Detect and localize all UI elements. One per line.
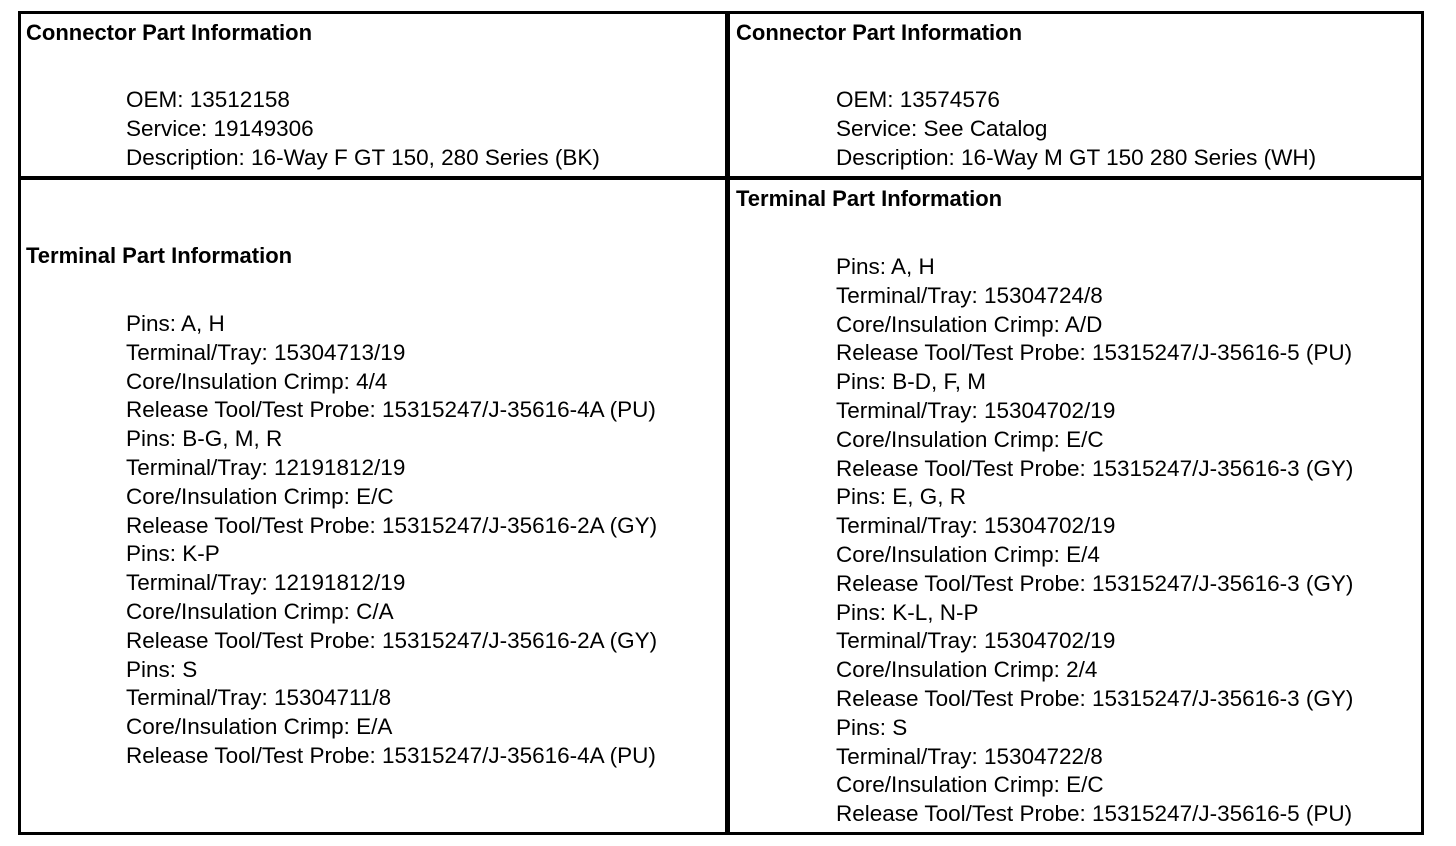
left-terminal-line: Core/Insulation Crimp: 4/4 <box>126 368 388 394</box>
right-terminal-line: Release Tool/Test Probe: 15315247/J-35616-3 (GY) <box>836 455 1354 481</box>
right-terminal-line: Terminal/Tray: 15304702/19 <box>836 628 1116 654</box>
right-terminal-line: Terminal/Tray: 15304722/8 <box>836 743 1103 769</box>
right-terminal-line: Core/Insulation Crimp: E/4 <box>836 541 1100 567</box>
left-terminal-details <box>126 310 657 771</box>
left-terminal-line: Release Tool/Test Probe: 15315247/J-35616-4A (PU) <box>126 397 656 423</box>
right-connector-oem: OEM: 13574576 <box>836 87 1000 112</box>
right-terminal-line: Pins: K-L, N-P <box>836 599 979 625</box>
left-connector-heading: Connector Part Information <box>26 20 313 45</box>
right-terminal-heading: Terminal Part Information <box>736 186 1003 211</box>
right-terminal-line: Release Tool/Test Probe: 15315247/J-35616-3 (GY) <box>836 570 1354 596</box>
right-connector-service: Service: See Catalog <box>836 115 1048 141</box>
right-terminal-line: Terminal/Tray: 15304702/19 <box>836 397 1116 423</box>
left-terminal-line: Core/Insulation Crimp: C/A <box>126 598 394 624</box>
left-terminal-line: Pins: B-G, M, R <box>126 426 283 452</box>
left-terminal-line: Pins: K-P <box>126 541 220 567</box>
right-terminal-line: Core/Insulation Crimp: 2/4 <box>836 657 1098 683</box>
right-terminal-line: Release Tool/Test Probe: 15315247/J-35616-3 (GY) <box>836 685 1354 711</box>
right-connector-details <box>836 86 1316 172</box>
left-terminal-line: Core/Insulation Crimp: E/A <box>126 714 393 740</box>
left-terminal-line: Core/Insulation Crimp: E/C <box>126 483 394 509</box>
left-terminal-line: Terminal/Tray: 12191812/19 <box>126 570 406 596</box>
left-terminal-line: Pins: S <box>126 656 198 682</box>
left-connector-oem: OEM: 13512158 <box>126 87 290 112</box>
left-terminal-line: Release Tool/Test Probe: 15315247/J-35616-2A (GY) <box>126 627 658 653</box>
left-terminal-line: Release Tool/Test Probe: 15315247/J-35616-4A (PU) <box>126 742 656 768</box>
left-terminal-line: Release Tool/Test Probe: 15315247/J-35616-2A (GY) <box>126 512 658 538</box>
left-terminal-line: Terminal/Tray: 12191812/19 <box>126 454 406 480</box>
column-divider <box>725 11 730 835</box>
right-terminal-line: Core/Insulation Crimp: E/C <box>836 426 1104 452</box>
left-terminal-heading: Terminal Part Information <box>26 243 293 268</box>
right-terminal-line: Terminal/Tray: 15304724/8 <box>836 282 1103 308</box>
left-terminal-line: Terminal/Tray: 15304713/19 <box>126 339 406 365</box>
left-terminal-line: Terminal/Tray: 15304711/8 <box>126 685 392 711</box>
right-terminal-line: Pins: E, G, R <box>836 484 967 510</box>
right-terminal-line: Release Tool/Test Probe: 15315247/J-35616-5 (PU) <box>836 340 1353 366</box>
right-terminal-line: Pins: S <box>836 714 908 740</box>
right-connector-description: Description: 16-Way M GT 150 280 Series (WH) <box>836 144 1317 170</box>
left-terminal-line: Pins: A, H <box>126 311 225 336</box>
left-connector-service: Service: 19149306 <box>126 115 314 141</box>
right-terminal-line: Core/Insulation Crimp: A/D <box>836 311 1103 337</box>
left-connector-description: Description: 16-Way F GT 150, 280 Series (BK) <box>126 144 600 170</box>
right-terminal-line: Core/Insulation Crimp: E/C <box>836 772 1104 798</box>
right-terminal-line: Pins: A, H <box>836 254 935 279</box>
right-terminal-line: Pins: B-D, F, M <box>836 369 987 395</box>
right-terminal-details <box>836 253 1353 829</box>
right-terminal-line: Terminal/Tray: 15304702/19 <box>836 513 1116 539</box>
right-connector-heading: Connector Part Information <box>736 20 1023 45</box>
right-terminal-line: Release Tool/Test Probe: 15315247/J-35616-5 (PU) <box>836 801 1353 827</box>
row-divider <box>18 176 1424 180</box>
left-connector-details <box>126 86 600 172</box>
